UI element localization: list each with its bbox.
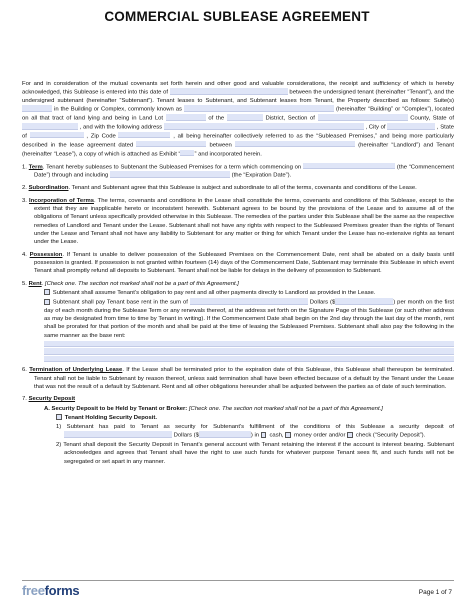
item-label: 1) [56,424,62,431]
subsection-label: A. [44,405,50,412]
payment-option-label: cash, [269,432,284,439]
section-heading: Termination of Underlying Lease [29,367,123,374]
rent-amount-words-field[interactable] [190,298,308,305]
document-body [22,80,454,466]
section-termination [22,366,454,391]
intro-text: between the undersigned tenant (hereinafter “Tenant”), and the undersigned subtenant (hereinafter “Subtenant”). Tenant leases to Subtenant, and Subtenant leases from Tenant, the Property described as follows: Suite(s) [22,89,454,105]
intro-paragraph [22,80,454,158]
additional-rent-field-1[interactable] [44,341,454,348]
section-number: 5. [22,280,27,287]
land-lot-field[interactable] [166,114,206,121]
rent-option-1 [22,289,454,297]
section-text: (the “Commencement Date”) through and including [34,164,455,180]
intro-text: , Zip Code [86,133,116,140]
tenant-holding-option [22,414,454,422]
city-field[interactable] [387,123,435,130]
expiration-date-field[interactable] [110,171,230,178]
deposit-item-2 [22,441,454,466]
landlord-field[interactable] [235,141,355,148]
rent-option-2 [22,298,454,340]
money-order-checkbox[interactable] [285,432,291,438]
state-field-2[interactable] [30,132,84,139]
page-number: Page 1 of 7 [418,589,452,596]
section-heading: Rent [28,280,42,287]
section-field[interactable] [318,114,408,121]
zip-field[interactable] [118,132,170,139]
rent-option-text: ) per month on the first day of each month during the Sublease Term or any renewals thereof, at the address set forth on the Signature Page of this Sublease (or such other address as may be designated from time to time by Tenant in writing). If the Commencement Date shall begin on the 2nd day through the last day of the month, rent shall be prorated for that portion of the month and shall be paid at the time of leasing the Subleased Premises. Subtenant shall also pay the following in the same manner as the base rent: [44,299,455,339]
additional-rent-field-3[interactable] [44,356,454,363]
exhibit-field[interactable] [180,150,194,157]
intro-text: ” and incorporated herein. [194,151,262,158]
rent-option-2-checkbox[interactable] [44,299,50,305]
logo-free-text: free [22,583,45,598]
section-heading: Security Deposit [28,396,76,403]
intro-text: For and in consideration of the mutual covenants set forth herein and other good and valuable considerations, the receipt and sufficiency of which is hereby acknowledged, this Sublease is entered into this date of [22,81,454,96]
rent-option-text: Subtenant shall assume Tenant’s obligation to pay rent and all other payments directly to Landlord as provided in the Lease. [52,289,376,296]
section-number: 4. [22,251,27,258]
date-field[interactable] [170,88,288,95]
section-possession [22,251,454,276]
section-text: (the “Expiration Date”). [231,173,292,180]
intro-text: , and with the following address [79,124,163,131]
logo-forms-text: forms [44,583,80,598]
address-field[interactable] [164,123,364,130]
item-label: 2) [56,442,62,449]
section-subordination [22,184,454,192]
tenant-holding-checkbox[interactable] [56,414,62,420]
intro-text: County, State of [410,115,455,122]
item-text: Tenant shall deposit the Security Deposit in Tenant’s general account with Tenant retaining the interest if the account is interest bearing. Subtenant acknowledges and agrees that Tenant shall have the right to use such funds for whatever purpose Tenant sees fit, and such funds will not be segregated or set apart in any manner. [63,442,455,465]
option-label: Tenant Holding Security Deposit. [64,414,157,421]
subsection-instruction: [Check one. The section not marked shall not be a part of this Agreement.] [188,405,383,412]
section-incorporation [22,197,454,247]
deposit-amount-field[interactable] [199,431,251,438]
intro-text: between [209,142,232,149]
intro-text: (hereinafter “Landlord”) and Tenant (hereinafter “Lease”), a copy of which is attached as Exhibit “ [22,142,454,158]
building-name-field[interactable] [184,105,334,112]
section-rent [22,280,454,288]
intro-text: , State of [22,124,454,140]
section-text: . The terms, covenants and conditions in the Lease shall constitute the terms, covenants and conditions of this Sublease, except to the extent that they are inapplicable hereto or inconsistent herewith. Subtenant agrees to be bound by the provisions of the Lease and to assume all of the obligations of Tenant unless specifically provided otherwise in this Sublease. The remedies of the parties under this Sublease shall be the same as the respective remedies of Landlord and Tenant under the Lease. Subtenant shall not have any rights with respect to the Subleased Premises greater than the rights of Tenant under the Lease and Tenant shall not have any liability to Subtenant for any matter or thing for which Tenant under the Lease has no-extensive rights as tenant under the Lease. [34,197,455,246]
rent-option-text: Dollars ($ [309,299,336,306]
document-title: COMMERCIAL SUBLEASE AGREEMENT [104,9,370,24]
district-field[interactable] [227,114,263,121]
section-heading: Subordination [28,185,69,192]
item-text: ) in [250,432,260,439]
section-number: 7. [22,396,27,403]
section-instruction: . [Check one. The section not marked shall not be a part of this Agreement.] [41,280,239,287]
item-text: (“Security Deposit”). [372,432,426,439]
cash-checkbox[interactable] [261,432,267,438]
additional-rent-field-2[interactable] [44,348,454,355]
intro-text: District, Section of [265,115,315,122]
check-checkbox[interactable] [347,432,353,438]
item-text: Dollars ($ [173,432,199,439]
freeforms-logo [22,583,79,598]
commencement-date-field[interactable] [303,163,395,170]
rent-option-1-checkbox[interactable] [44,289,50,295]
lease-date-field[interactable] [136,141,206,148]
section-text: . If the Lease shall be terminated prior to the expiration date of this Sublease, this Sublease shall thereupon be terminated. Tenant shall not be liable to Subtenant by reason thereof, unless said termination shall have been effected because of a default by the Tenant under the Lease that was not the result of a default by Subtenant. Rent and all other obligations hereunder shall be adjusted between the parties as of date of such termination. [34,367,454,390]
deposit-amount-words-field[interactable] [64,431,172,438]
deposit-subsection-a [22,405,454,413]
deposit-item-1 [22,423,454,440]
section-term [22,163,454,181]
intro-text: in the Building or Complex, commonly known as [54,106,182,113]
state-field-1[interactable] [22,123,78,130]
subsection-heading: Security Deposit to be Held by Tenant or Broker: [51,405,188,412]
section-number: 1. [22,164,27,171]
section-number: 2. [22,185,27,192]
section-heading: Term [28,164,43,171]
payment-option-label: check [355,432,372,439]
section-text: . If Tenant is unable to deliver possession of the Subleased Premises on the Commencement Date, rent shall be abated on a daily basis until possession is granted. If possession is not granted within fourteen (14) days of the Commencement Date, Subtenant may terminate this Sublease in which event Tenant shall promptly refund all deposits to Subtenant. Tenant shall not be liable for delays in the delivery of possession to Subtenant. [34,251,455,275]
intro-text: , City of [365,124,386,131]
section-number: 3. [22,197,27,204]
footer-divider [22,580,454,581]
rent-option-text: Subtenant shall pay Tenant base rent in the sum of [52,299,188,306]
intro-text: , all being hereinafter collectively referred to as the “Subleased Premises,” and being more particularly described in the lease agreement dated [22,133,455,149]
section-deposit [22,395,454,403]
intro-text: (hereinafter “Building” or “Complex”), located on all that tract of land lying and being in Land Lot [22,106,455,122]
section-text: . Tenant hereby subleases to Subtenant the Subleased Premises for a term which commencing on [42,164,302,171]
section-number: 6. [22,367,27,374]
section-heading: Possession [29,251,63,258]
section-heading: Incorporation of Terms [29,197,94,204]
section-text: . Tenant and Subtenant agree that this Sublease is subject and subordinate to all of the terms, covenants and conditions of the Lease. [68,185,417,192]
suite-field[interactable] [22,105,52,112]
intro-text: of the [208,115,225,122]
rent-amount-field[interactable] [335,298,393,305]
item-text: Subtenant has paid to Tenant as security for Subtenant’s fulfillment of the conditions of this Sublease a security deposit of [66,424,454,431]
payment-option-label: money order and/or [294,432,346,439]
